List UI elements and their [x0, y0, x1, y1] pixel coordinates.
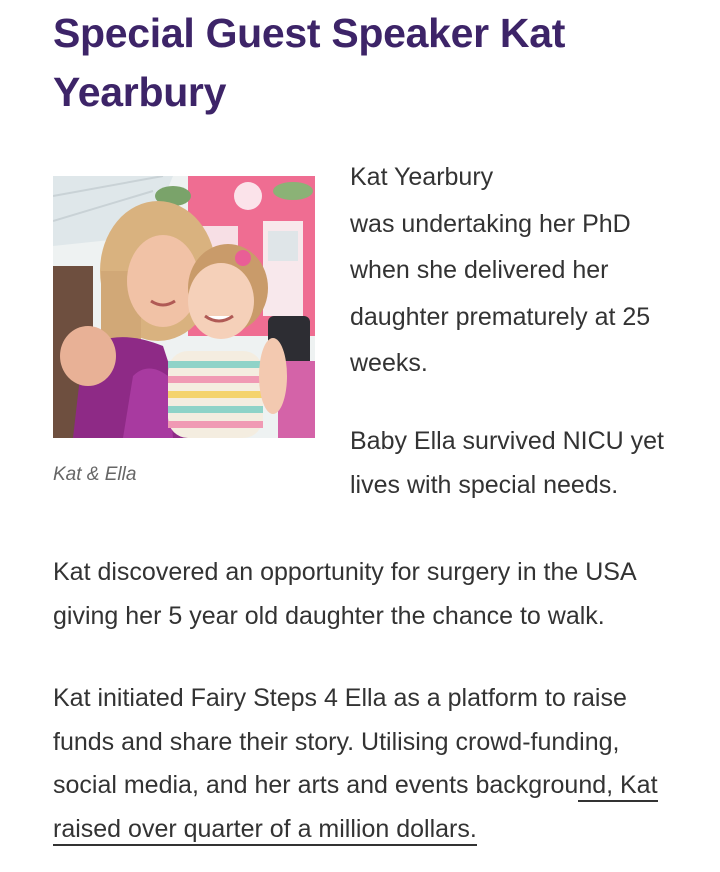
photo-kat-and-ella	[53, 176, 315, 438]
survival-paragraph: Baby Ella survived NICU yet lives with special needs.	[350, 426, 665, 499]
page-title: Special Guest Speaker Kat Yearbury	[53, 10, 566, 115]
platform-paragraph	[53, 677, 678, 851]
platform-text: Kat initiated Fairy Steps 4 Ella as a platform to raise funds and share their story. Utilising crowd-funding, social media, and her arts and events backgrou	[53, 684, 627, 799]
intro-text: was undertaking her PhD when she delivered her daughter prematurely at 25 weeks.	[350, 209, 651, 377]
surgery-section	[53, 551, 678, 638]
fundraising-link[interactable]: nd, Kat raised over quarter of a million dollars.	[53, 771, 658, 846]
photo-illustration	[53, 176, 315, 438]
photo-figure	[53, 176, 315, 486]
photo-caption: Kat & Ella	[53, 464, 137, 485]
intro-column	[350, 154, 680, 507]
intro-paragraph	[350, 154, 680, 387]
platform-section	[53, 677, 678, 851]
intro-name: Kat Yearbury	[350, 163, 494, 191]
surgery-paragraph: Kat discovered an opportunity for surgery in the USA giving her 5 year old daughter the chance to walk.	[53, 558, 636, 630]
